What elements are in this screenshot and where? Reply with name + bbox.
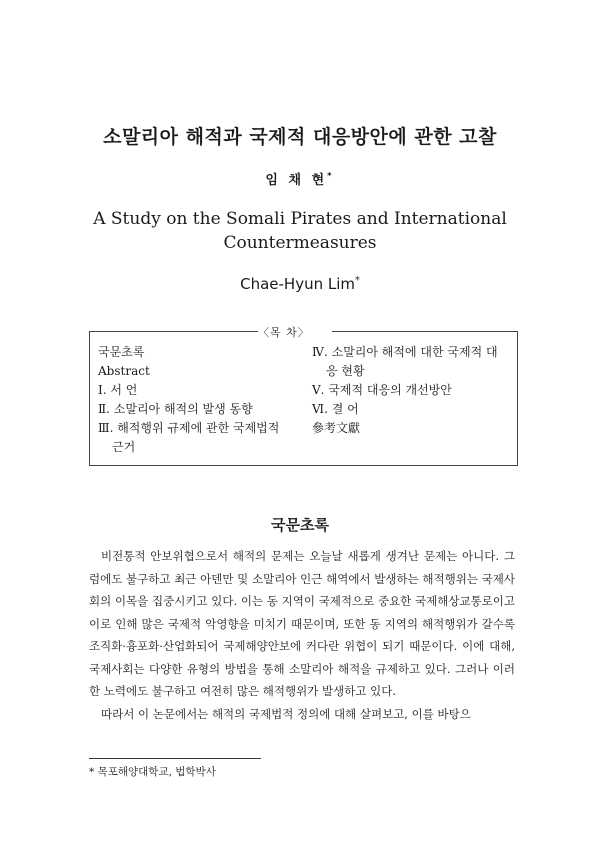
toc-item: Ⅲ. 해적행위 규제에 관한 국제법적 [98,421,280,435]
author-name-korean [0,169,600,188]
toc-item: Ⅱ. 소말리아 해적의 발생 동향 [98,402,253,416]
toc-item: Ⅰ. 서 언 [98,383,138,397]
toc-right-column [312,343,510,438]
paper-title-korean: 소말리아 해적과 국제적 대응방안에 관한 고찰 [103,126,497,148]
toc-item: Ⅴ. 국제적 대응의 개선방안 [312,383,452,397]
toc-border-left [90,331,258,332]
toc-left-column [98,343,303,457]
author-name-english-text: Chae-Hyun Lim [240,275,355,293]
author-name-english [0,275,600,293]
toc-item: Ⅳ. 소말리아 해적에 대한 국제적 대 [312,345,498,359]
footnote: * 목포해양대학교, 법학박사 [89,766,216,778]
abstract-body [89,545,515,725]
toc-item: 參考文獻 [312,421,361,435]
toc-item-continuation: 근거 [112,440,136,454]
footnote-divider [89,758,261,759]
toc-heading: 〈목 차〉 [258,326,310,339]
abstract-heading: 국문초록 [271,516,329,534]
author-footnote-mark: * [327,170,335,181]
author-footnote-mark-english: * [355,275,360,286]
toc-item: Abstract [98,364,150,378]
toc-border-right [332,331,517,332]
toc-item: Ⅵ. 결 어 [312,402,359,416]
author-name-korean-text: 임 채 현 [265,173,328,188]
toc-item-continuation: 응 현황 [326,364,365,378]
abstract-paragraph: 따라서 이 논문에서는 해적의 국제법적 정의에 대해 살펴보고, 이를 바탕으 [101,706,471,721]
abstract-paragraph: 비전통적 안보위협으로서 해적의 문제는 오늘날 새롭게 생겨난 문제는 아니다. 그럼에도 불구하고 최근 아덴만 및 소말리아 인근 해역에서 발생하는 해적행위는 국제사회의 이목을 집중시키고 있다. 이는 동 지역이 국제적으로 중요한 국제해상교통로이고 이로 인해 많은 국제적 악영향을 미치기 때문이며, 또한 동 지역의 해적행위가 갈수록 조직화·흉포화·산업화되어 국제해양안보에 커다란 위협이 되기 때문이다. 이에 대해, 국제사회는 다양한 유형의 방법을 통해 소말리아 해적을 규제하고 있다. 그러나 이러한 노력에도 불구하고 여전히 많은 해적행위가 발생하고 있다. [89,549,515,698]
toc-item: 국문초록 [98,345,145,359]
table-of-contents [89,326,518,466]
paper-title-english-line2: Countermeasures [223,233,377,253]
paper-title-english-line1: A Study on the Somali Pirates and International [93,209,507,229]
paper-title-english [0,207,600,255]
